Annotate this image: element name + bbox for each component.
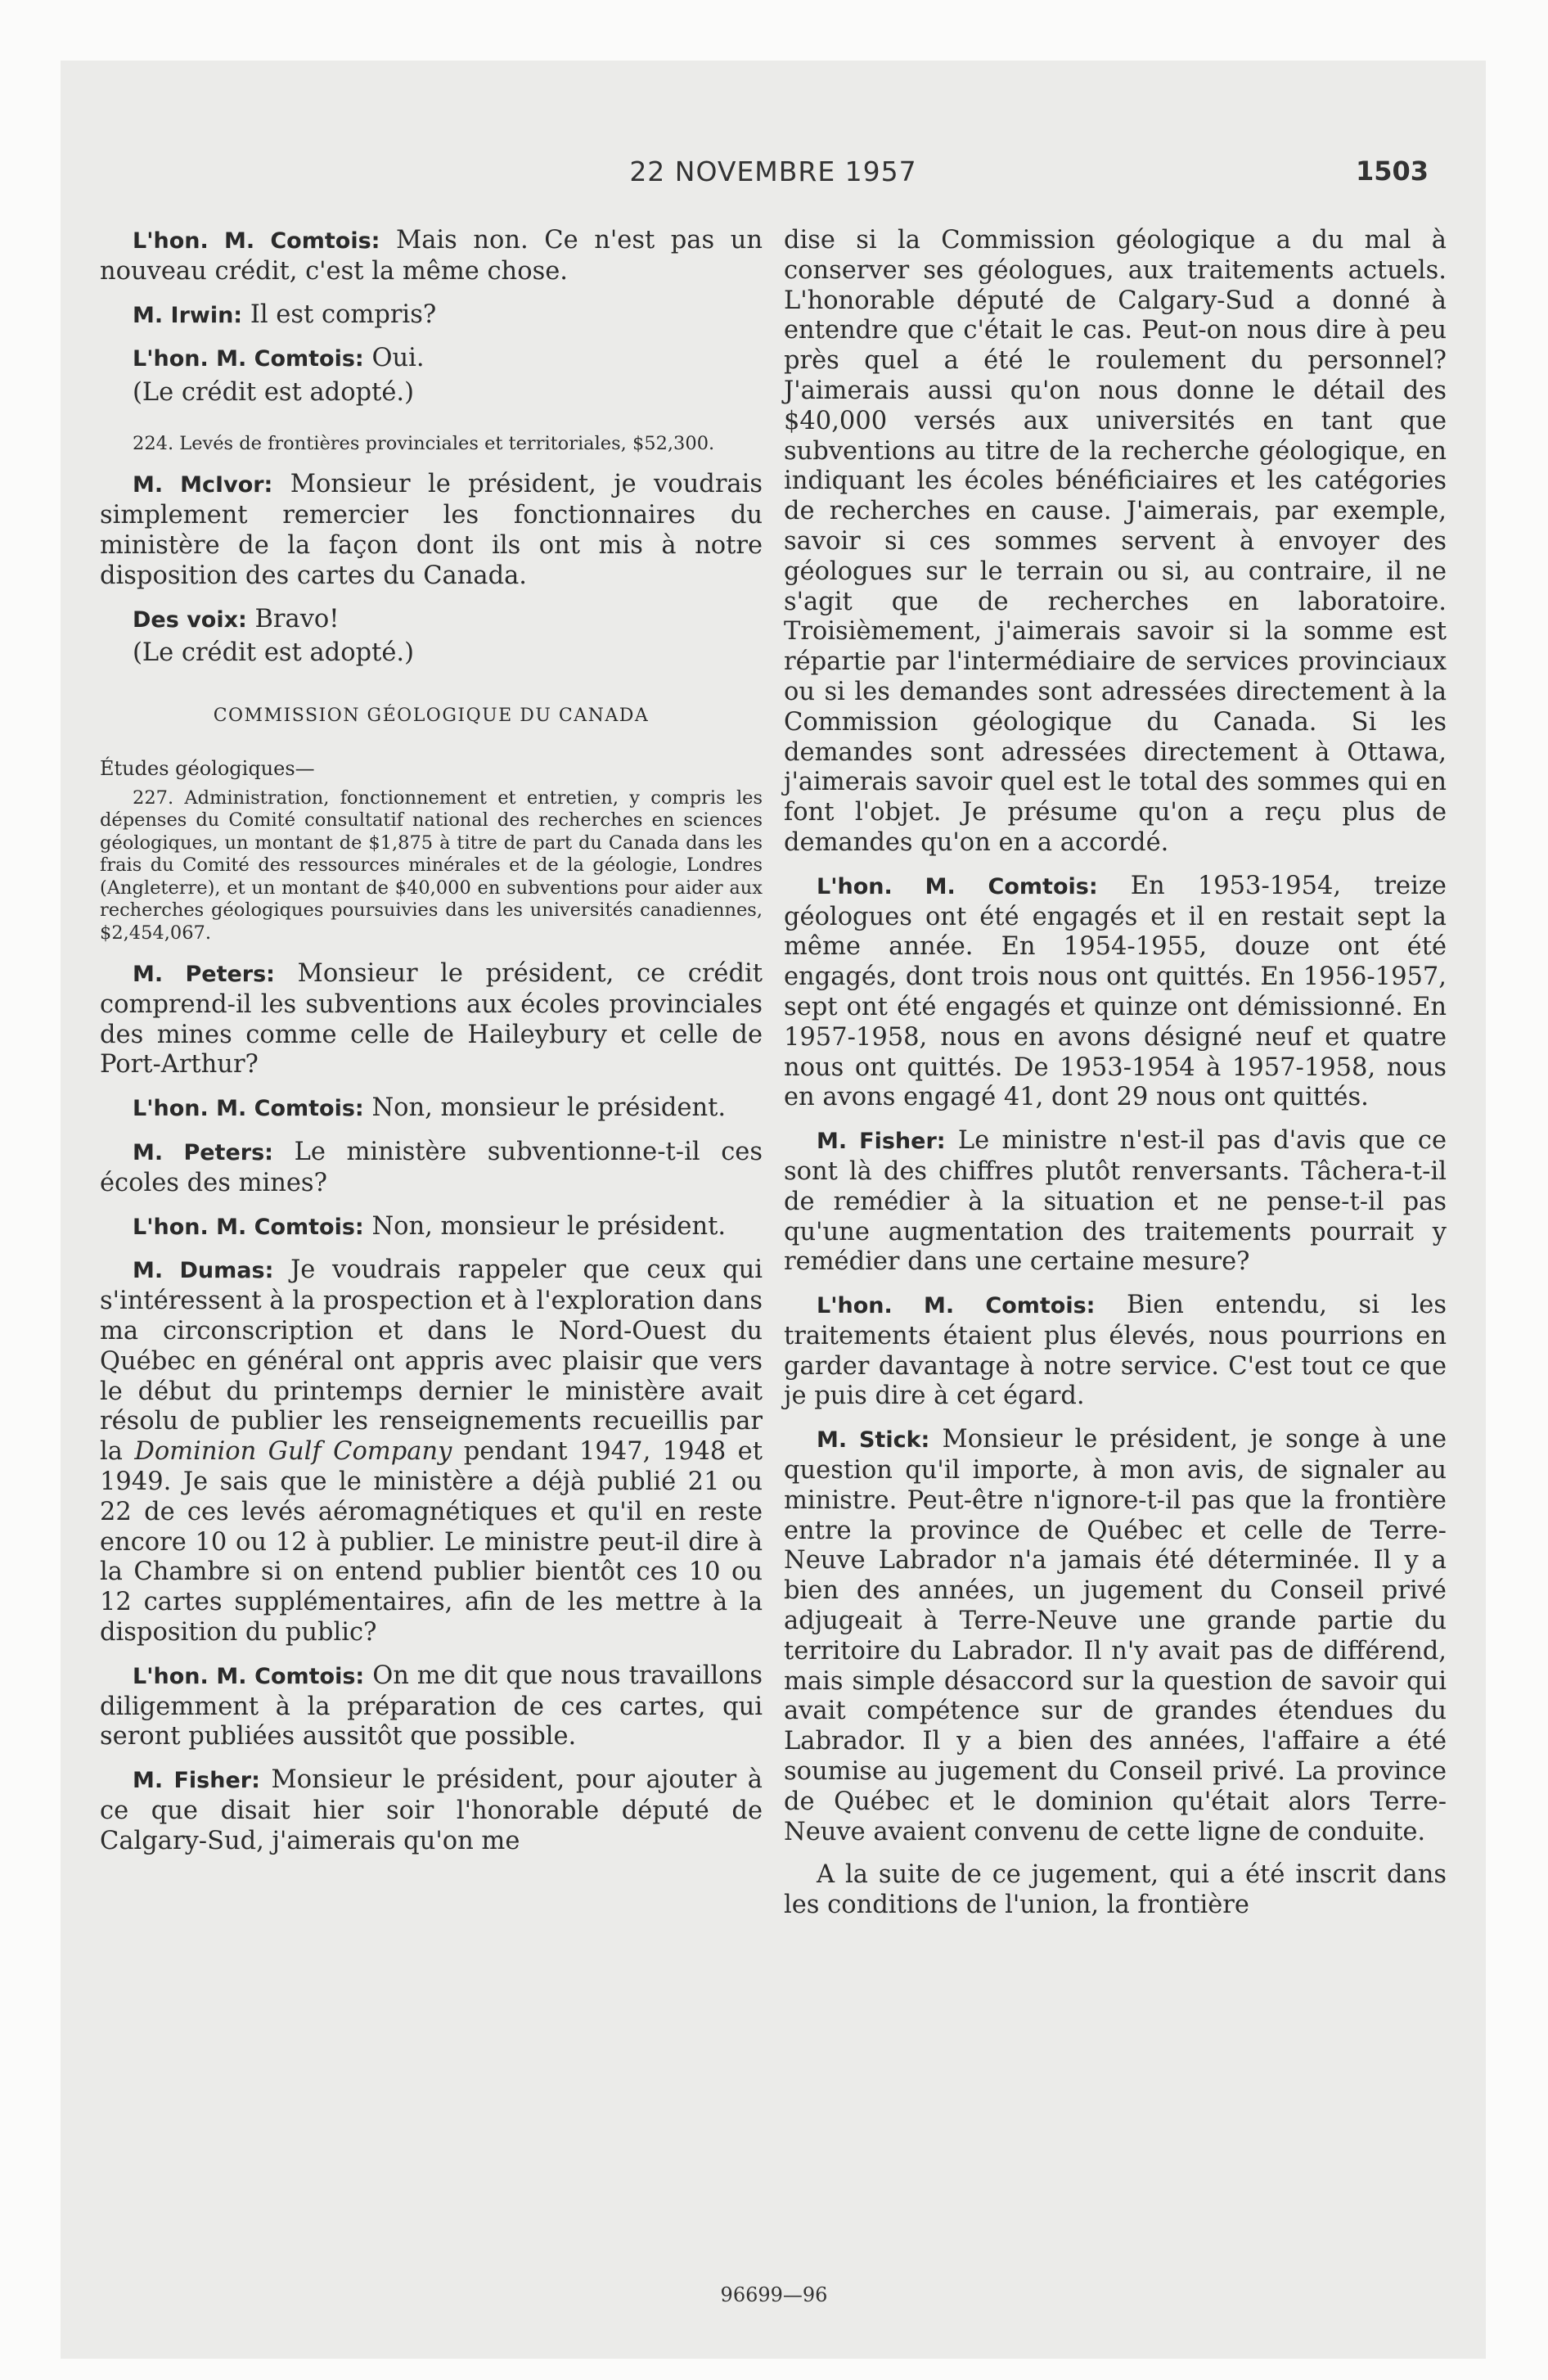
page-header [61, 156, 1486, 205]
subheading: Études géologiques— [100, 757, 315, 781]
speaker-name: L'hon. M. Comtois: [133, 1096, 364, 1122]
speech-text: Non, monsieur le président. [371, 1093, 727, 1123]
speech-text: Bravo! [254, 604, 340, 633]
page-footer: 96699—96 [720, 2283, 828, 2306]
speaker-name: L'hon. M. Comtois: [817, 873, 1098, 899]
vote-item-227: Études géologiques— 227. Administration, fonctionnement et entretien, y compris les dépenses du Comité consultatif national des recherches en sciences géologiques, un montant de $1,875 à titre de part du Canada dans les frais du Comité des ressources minérales et de la géologie, Londres (Angleterre), et un montant de $40,000 en subventions pour aider aux recherches géologiques poursuivies dans les universités canadiennes, $2,454,067. [100, 757, 763, 944]
speaker-name: L'hon. M. Comtois: [133, 346, 364, 372]
speech-text: Le ministère subventionne-t-il ces écoles des mines? [100, 1138, 763, 1197]
paragraph [100, 226, 763, 287]
speech-text: Monsieur le président, je voudrais simplement remercier les fonctionnaires du ministère de la façon dont ils ont mis à notre disposition des cartes du Canada. [100, 470, 763, 590]
speech-text: Monsieur le président, pour ajouter à ce que disait hier soir l'honorable député de Calgary-Sud, j'aimerais qu'on me [100, 1765, 763, 1855]
left-column [100, 226, 763, 1870]
speech-text: Oui. [371, 344, 425, 373]
speaker-name: Des voix: [133, 606, 247, 633]
section-heading: COMMISSION GÉOLOGIQUE DU CANADA [213, 705, 650, 727]
speech-text: Je voudrais rappeler que ceux qui s'intéressent à la prospection et à l'exploration dans ma circonscription et dans le Nord-Ouest du Québec en général ont appris avec plaisir que vers le début du printemps dernier le ministère avait résolu de publier les renseignements recueillis par la [100, 1255, 763, 1467]
paragraph [784, 1126, 1447, 1278]
paragraph [784, 1425, 1447, 1847]
speech-text: On me dit que nous travaillons diligemment à la préparation de ces cartes, qui seront publiées aussitôt que possible. [100, 1661, 763, 1751]
page-number: 1503 [1355, 156, 1429, 187]
speaker-name: L'hon. M. Comtois: [133, 1663, 365, 1689]
paragraph [100, 1212, 763, 1243]
paragraph [100, 1661, 763, 1752]
speech-text: Le ministre n'est-il pas d'avis que ce sont là des chiffres plutôt renversants. Tâchera-t-il de remédier à la situation et ne pense-t-il pas qu'une augmentation des traitements pourrait y remédier dans une certaine mesure? [784, 1126, 1447, 1277]
speaker-name: L'hon. M. Comtois: [817, 1293, 1096, 1319]
speaker-name: M. McIvor: [133, 472, 273, 498]
speaker-name: M. Stick: [817, 1427, 930, 1454]
speech-text: Mais non. Ce n'est pas un nouveau crédit, c'est la même chose. [100, 226, 763, 286]
speaker-name: M. Peters: [133, 962, 275, 988]
right-column [784, 226, 1447, 1934]
speech-text: Non, monsieur le président. [371, 1211, 727, 1241]
speaker-name: M. Peters: [133, 1140, 273, 1166]
paragraph [100, 1093, 763, 1125]
speech-text: Monsieur le président, ce crédit comprend-il les subventions aux écoles provinciales des mines comme celle de Haileybury et celle de Port-Arthur? [100, 959, 763, 1080]
adoption-note: (Le crédit est adopté.) [133, 378, 414, 408]
speaker-name: M. Irwin: [133, 302, 243, 328]
company-name: Dominion Gulf Company [134, 1437, 452, 1467]
paragraph [100, 1765, 763, 1856]
vote-item-224: 224. Levés de frontières provinciales et territoriales, $52,300. [133, 432, 715, 454]
header-date: 22 NOVEMBRE 1957 [629, 156, 917, 187]
paragraph [100, 1255, 763, 1648]
paragraph: dise si la Commission géologique a du mal à conserver ses géologues, aux traitements actuels. L'honorable député de Calgary-Sud a donné à entendre que c'était le cas. Peut-on nous dire à peu près quel a été le roulement du personnel? J'aimerais aussi qu'on nous donne le détail des $40,000 versés aux universités en tant que subventions au titre de la recherche géologique, en indiquant les écoles bénéficiaires et les catégories de recherches en cause. J'aimerais, par exemple, savoir si ces sommes servent à envoyer des géologues sur le terrain ou si, au contraire, il ne s'agit que de recherches en laboratoire. Troisièmement, j'aimerais savoir si la somme est répartie par l'intermédiaire de services provinciaux ou si les demandes sont adressées directement à la Commission géologique du Canada. Si les demandes sont adressées directement à Ottawa, j'aimerais savoir quel est le total des sommes qui en font l'objet. Je présume qu'on a reçu plus de demandes qu'on en a accordé. [784, 226, 1447, 857]
paragraph [100, 959, 763, 1080]
paragraph [100, 1138, 763, 1199]
adoption-note: (Le crédit est adopté.) [133, 638, 414, 668]
paragraph [100, 300, 763, 331]
speech-text: En 1953-1954, treize géologues ont été engagés et il en restait sept la même année. En 1954-1955, douze ont été engagés, dont trois nous ont quittés. En 1956-1957, sept ont été engagés et quinze ont démissionné. En 1957-1958, nous en avons désigné neuf et quatre nous ont quittés. De 1953-1954 à 1957-1958, nous en avons engagé 41, dont 29 nous ont quittés. [784, 871, 1447, 1112]
speaker-name: L'hon. M. Comtois: [133, 228, 380, 254]
paragraph: A la suite de ce jugement, qui a été inscrit dans les conditions de l'union, la frontière [784, 1860, 1447, 1920]
paragraph [100, 605, 763, 636]
paragraph [784, 872, 1447, 1113]
speaker-name: M. Fisher: [817, 1129, 946, 1155]
speech-text: Monsieur le président, je songe à une question qu'il importe, à mon avis, de signaler au ministre. Peut-être n'ignore-t-il pas que la frontière entre la province de Québec et celle de Terre-Neuve Labrador n'a jamais été déterminée. Il y a bien des années, un jugement du Conseil privé adjugeait à Terre-Neuve une grande partie du territoire du Labrador. Il n'y avait pas de différend, mais simple désaccord sur la question de savoir qui avait compétence sur de grandes étendues du Labrador. Il y a bien des années, l'affaire a été soumise au jugement du Conseil privé. La province de Québec et le dominion qu'était alors Terre-Neuve avaient convenu de cette ligne de conduite. [784, 1425, 1447, 1846]
speaker-name: L'hon. M. Comtois: [133, 1214, 364, 1240]
paragraph [100, 470, 763, 591]
speech-text: Bien entendu, si les traitements étaient plus élevés, nous pourrions en garder davantage à notre service. C'est tout ce que je puis dire à cet égard. [784, 1291, 1447, 1411]
speech-text: Il est compris? [250, 300, 437, 329]
speaker-name: M. Fisher: [133, 1768, 260, 1794]
paragraph [100, 344, 763, 375]
speaker-name: M. Dumas: [133, 1258, 274, 1284]
paragraph [784, 1291, 1447, 1412]
speech-text: pendant 1947, 1948 et 1949. Je sais que le ministère a déjà publié 21 ou 22 de ces levés aéromagnétiques et qu'il en reste encore 10 ou 12 à publier. Le ministre peut-il dire à la Chambre si on entend publier bientôt ces 10 ou 12 cartes supplémentaires, afin de les mettre à la disposition du public? [100, 1437, 763, 1647]
